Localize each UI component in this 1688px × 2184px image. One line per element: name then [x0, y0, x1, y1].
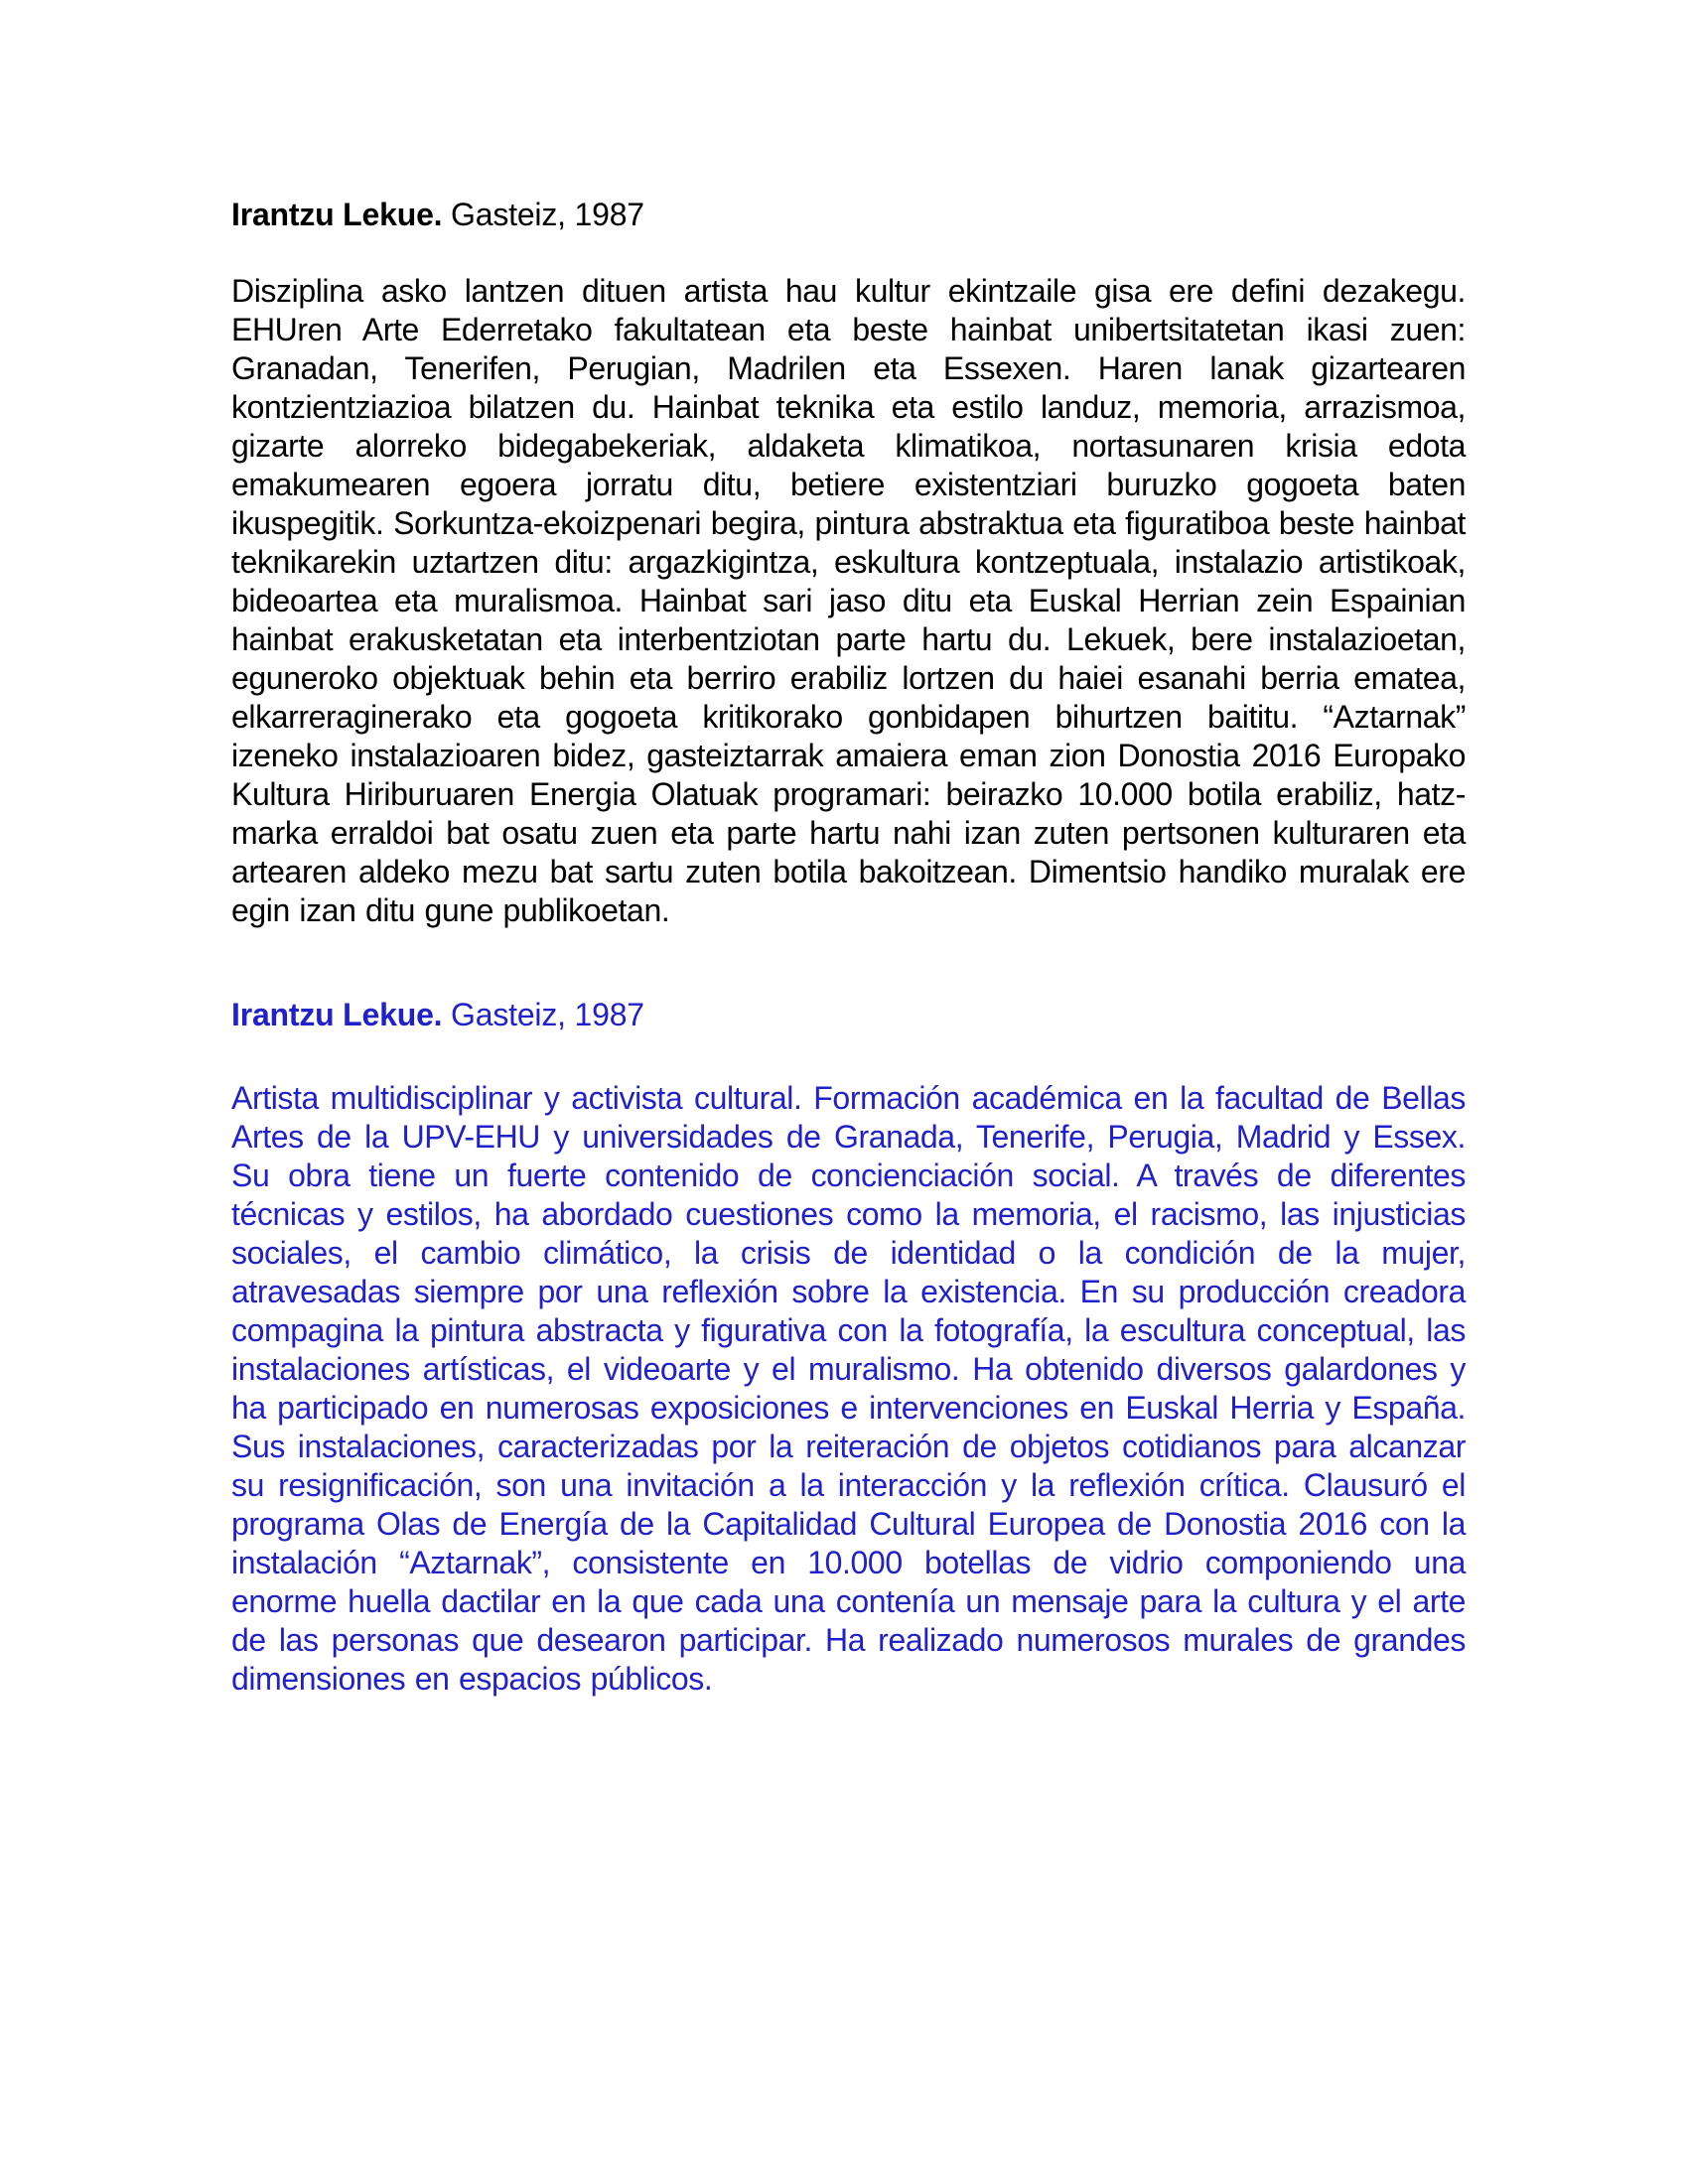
heading-spanish: [231, 995, 1466, 1034]
heading-basque: [231, 195, 1466, 234]
artist-birthplace-year: Gasteiz, 1987: [442, 197, 644, 232]
paragraph-basque-bio: Disziplina asko lantzen dituen artista hau kultur ekintzaile gisa ere defini dezakegu. EHUren Arte Ederretako fakultatean eta beste hainbat unibertsitatetan ikasi zuen: Granadan, Tenerifen, Perugian, Madrilen eta Essexen. Haren lanak gizartearen kontzientziazioa bilatzen du. Hainbat teknika eta estilo landuz, memoria, arrazismoa, gizarte alorreko bidegabekeriak, aldaketa klimatikoa, nortasunaren krisia edota emakumearen egoera jorratu ditu, betiere existentziari buruzko gogoeta baten ikuspegitik. Sorkuntza-ekoizpenari begira, pintura abstraktua eta figuratiboa beste hainbat teknikarekin uztartzen ditu: argazkigintza, eskultura kontzeptuala, instalazio artistikoak, bideoartea eta muralismoa. Hainbat sari jaso ditu eta Euskal Herrian zein Espainian hainbat erakusketatan eta interbentziotan parte hartu du. Lekuek, bere instalazioetan, eguneroko objektuak behin eta berriro erabiliz lortzen du haiei esanahi berria ematea, elkarreraginerako eta gogoeta kritikorako gonbidapen bihurtzen baititu. “Aztarnak” izeneko instalazioaren bidez, gasteiztarrak amaiera eman zion Donostia 2016 Europako Kultura Hiriburuaren Energia Olatuak programari: beirazko 10.000 botila erabiliz, hatz-marka erraldoi bat osatu zuen eta parte hartu nahi izan zuten pertsonen kulturaren eta artearen aldeko mezu bat sartu zuten botila bakoitzean. Dimentsio handiko muralak ere egin izan ditu gune publikoetan.: [231, 273, 1466, 928]
section-spanish-bio: [231, 995, 1466, 1699]
text-column: [231, 195, 1466, 1699]
artist-name: Irantzu Lekue.: [231, 197, 443, 232]
section-basque-bio: [231, 195, 1466, 930]
artist-birthplace-year: Gasteiz, 1987: [442, 997, 644, 1032]
paragraph-spanish-bio: Artista multidisciplinar y activista cultural. Formación académica en la facultad de Bellas Artes de la UPV-EHU y universidades de Granada, Tenerife, Perugia, Madrid y Essex. Su obra tiene un fuerte contenido de concienciación social. A través de diferentes técnicas y estilos, ha abordado cuestiones como la memoria, el racismo, las injusticias sociales, el cambio climático, la crisis de identidad o la condición de la mujer, atravesadas siempre por una reflexión sobre la existencia. En su producción creadora compagina la pintura abstracta y figurativa con la fotografía, la escultura conceptual, las instalaciones artísticas, el videoarte y el muralismo. Ha obtenido diversos galardones y ha participado en numerosas exposiciones e intervenciones en Euskal Herria y España. Sus instalaciones, caracterizadas por la reiteración de objetos cotidianos para alcanzar su resignificación, son una invitación a la interacción y la reflexión crítica. Clausuró el programa Olas de Energía de la Capitalidad Cultural Europea de Donostia 2016 con la instalación “Aztarnak”, consistente en 10.000 botellas de vidrio componiendo una enorme huella dactilar en la que cada una contenía un mensaje para la cultura y el arte de las personas que desearon participar. Ha realizado numerosos murales de grandes dimensiones en espacios públicos.: [231, 1080, 1466, 1697]
artist-name: Irantzu Lekue.: [231, 997, 443, 1032]
